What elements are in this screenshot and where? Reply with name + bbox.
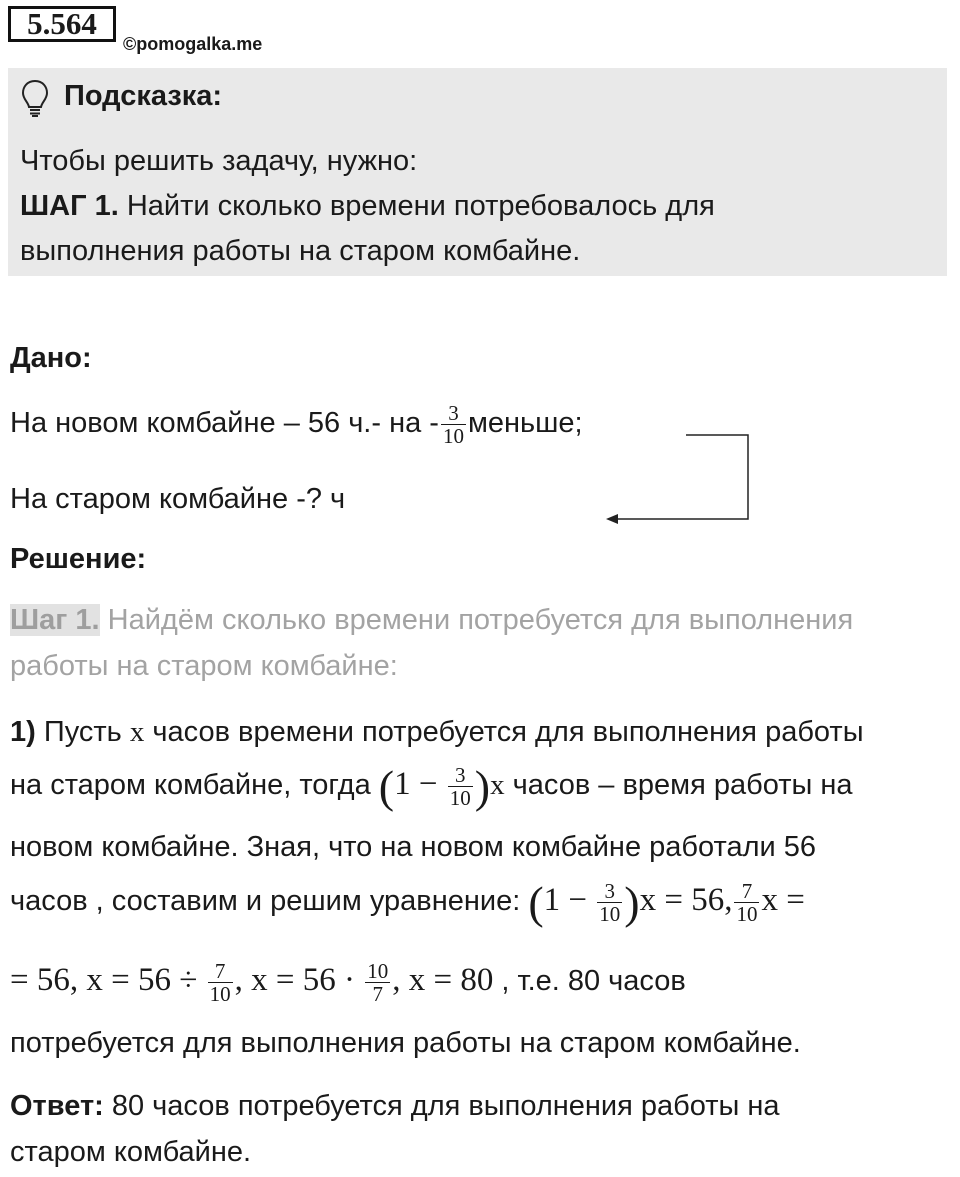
text-segment: , т.е. 80 часов xyxy=(493,965,686,998)
fraction-7-10 xyxy=(208,960,233,1005)
solution-para-line-1 xyxy=(10,716,864,749)
paren-open: ( xyxy=(378,761,395,812)
answer-label: Ответ: xyxy=(10,1090,104,1122)
solution-title: Решение: xyxy=(10,543,147,575)
item-number: 1) xyxy=(10,716,36,748)
text-segment: часов , составим и решим уравнение: xyxy=(10,885,529,918)
hint-step-text: Найти сколько времени потребовалось для xyxy=(118,190,715,222)
paren-open: ( xyxy=(528,877,544,928)
fraction-3-10 xyxy=(441,402,466,447)
given-line-1 xyxy=(10,402,583,447)
solution-para-line-5 xyxy=(10,960,686,1005)
fraction-denominator: 10 xyxy=(442,424,464,448)
equation-part: , x = 80 xyxy=(392,962,494,999)
solution-step-text: Найдём сколько времени потребуется для выполнения xyxy=(99,604,854,636)
fraction-denominator: 7 xyxy=(372,982,383,1006)
text-segment: часов – время работы на xyxy=(504,769,853,802)
relation-arrow-icon xyxy=(600,425,760,535)
solution-para-line-6: потребуется для выполнения работы на старом комбайне. xyxy=(10,1027,801,1059)
fraction-10-7 xyxy=(365,960,390,1005)
fraction-denominator: 10 xyxy=(599,902,621,926)
answer-line-2: старом комбайне. xyxy=(10,1136,252,1168)
paren-close: ) xyxy=(624,877,640,928)
text-segment: на старом комбайне, тогда xyxy=(10,769,379,802)
expr-one-minus: 1 − xyxy=(394,766,446,803)
given-line-2: На старом комбайне -? ч xyxy=(10,483,346,515)
fraction-3-10 xyxy=(448,764,473,809)
fraction-numerator: 3 xyxy=(597,880,622,903)
variable-x: x xyxy=(490,769,505,802)
variable-x: x xyxy=(129,716,145,748)
answer-text: 80 часов потребуется для выполнения работы на xyxy=(103,1090,780,1122)
text-segment: Пусть xyxy=(35,716,130,748)
fraction-numerator: 7 xyxy=(734,880,759,903)
solution-step-label: Шаг 1. xyxy=(10,604,100,636)
solution-para-line-4 xyxy=(10,876,805,929)
paren-close: ) xyxy=(474,761,491,812)
given-line-1-text: На новом комбайне – 56 ч.- на - xyxy=(10,407,439,440)
hint-intro: Чтобы решить задачу, нужно: xyxy=(20,145,418,177)
hint-title: Подсказка: xyxy=(64,80,223,112)
fraction-numerator: 7 xyxy=(208,960,233,983)
fraction-denominator: 10 xyxy=(449,786,471,810)
fraction-numerator: 10 xyxy=(367,959,389,983)
task-number: 5.564 xyxy=(8,6,116,42)
solution-step-line-2: работы на старом комбайне: xyxy=(10,650,398,682)
equation-part: , x = 56 · xyxy=(234,962,364,999)
fraction-denominator: 10 xyxy=(736,902,758,926)
equation-part: x = 56, xyxy=(639,882,733,919)
text-segment: часов времени потребуется для выполнения работы xyxy=(144,716,864,748)
site-watermark: ©pomogalka.me xyxy=(123,34,263,54)
answer-line-1 xyxy=(10,1090,780,1123)
fraction-7-10 xyxy=(734,880,759,925)
hint-step-line-1 xyxy=(20,190,715,223)
solution-para-line-2 xyxy=(10,760,853,813)
equation-part: x = xyxy=(761,882,805,919)
fraction-numerator: 3 xyxy=(448,764,473,787)
fraction-3-10 xyxy=(597,880,622,925)
hint-step-label: ШАГ 1. xyxy=(20,190,119,222)
given-line-1-suffix: меньше; xyxy=(467,407,583,440)
expr-one-minus: 1 − xyxy=(543,882,596,919)
solution-para-line-3: новом комбайне. Зная, что на новом комбайне работали 56 xyxy=(10,831,817,863)
fraction-numerator: 3 xyxy=(441,402,466,425)
lightbulb-icon xyxy=(20,78,50,120)
equation-part: = 56, x = 56 ÷ xyxy=(10,962,206,999)
solution-step-line-1 xyxy=(10,604,853,637)
given-title: Дано: xyxy=(10,342,92,374)
hint-step-line-2: выполнения работы на старом комбайне. xyxy=(20,235,581,267)
fraction-denominator: 10 xyxy=(209,982,231,1006)
